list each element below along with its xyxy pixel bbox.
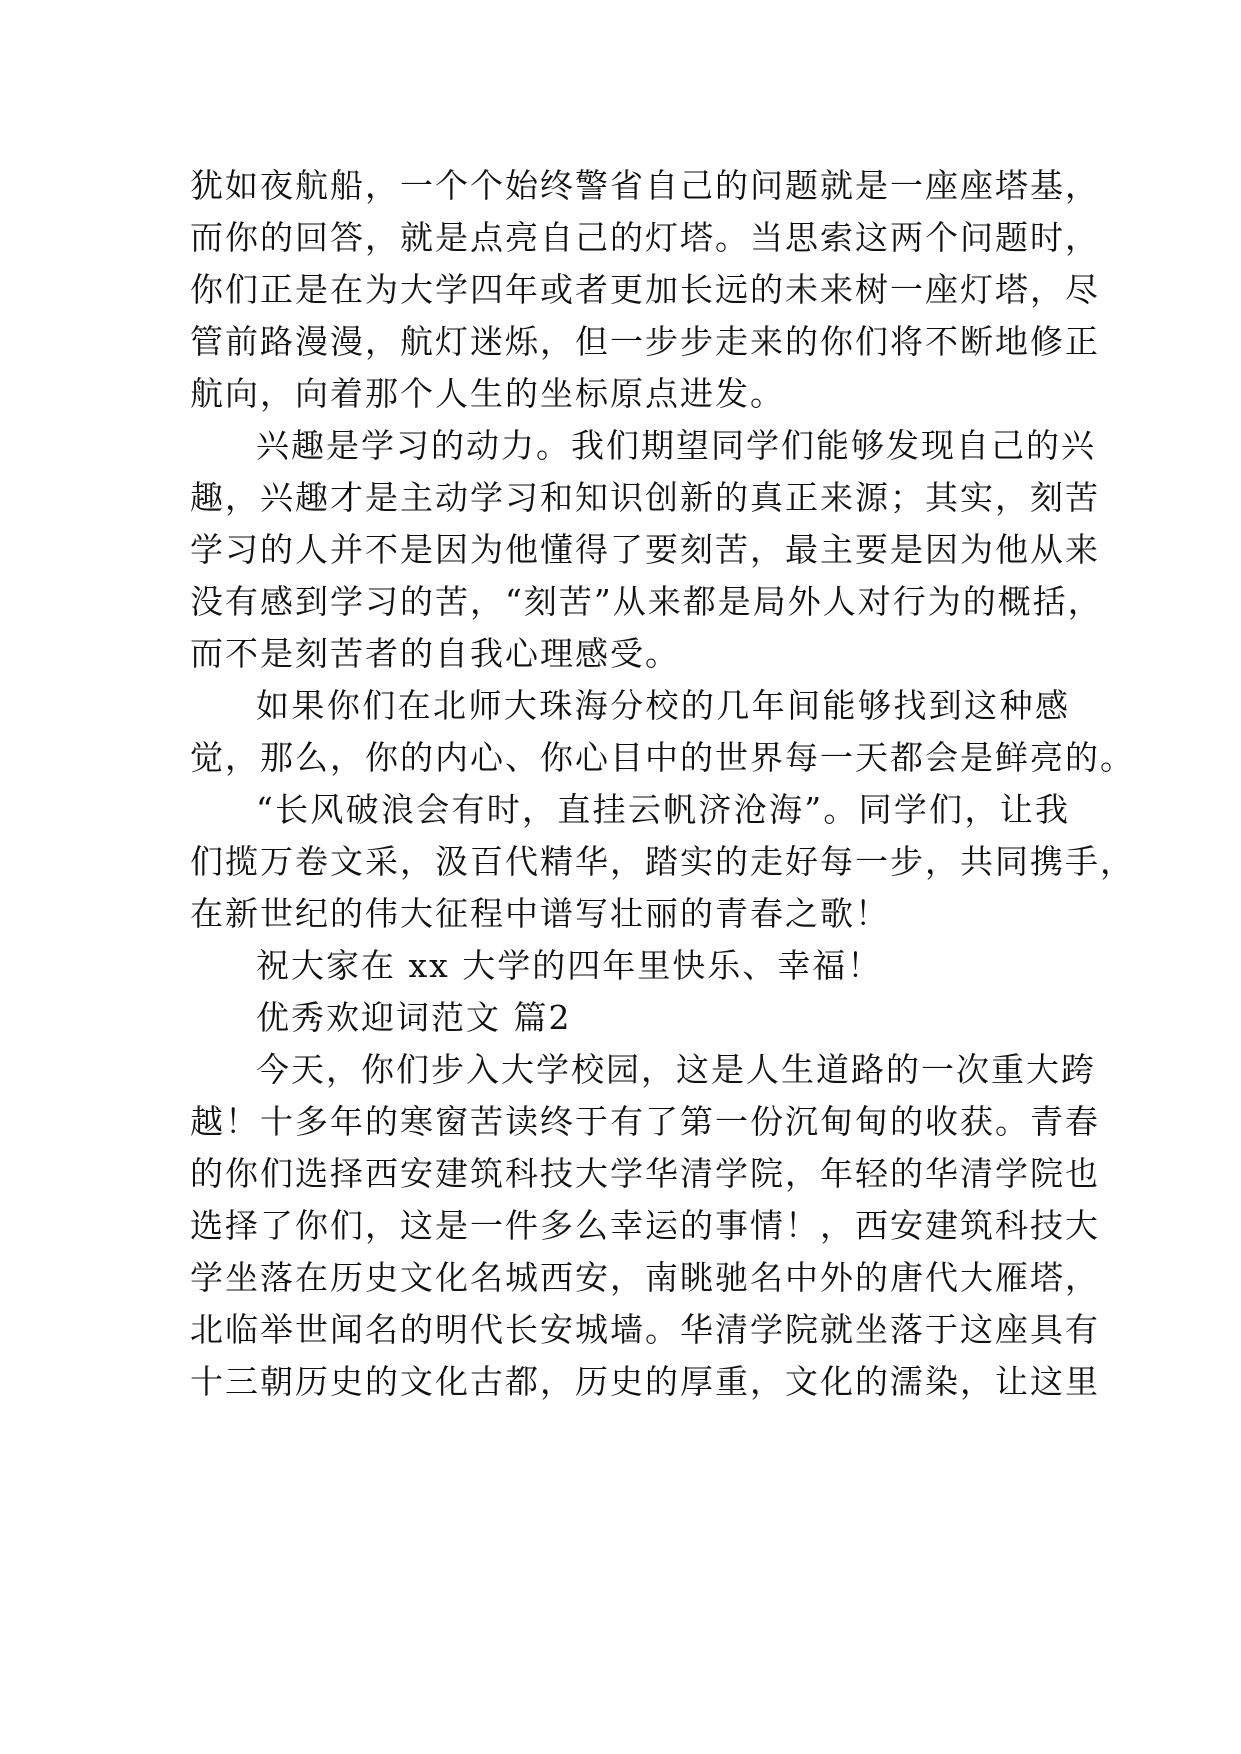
text-line: 如果你们在北师大珠海分校的几年间能够找到这种感 bbox=[256, 686, 1070, 725]
text-line: 学习的人并不是因为他懂得了要刻苦，最主要是因为他从来 bbox=[190, 530, 1100, 569]
text-line: 而你的回答，就是点亮自己的灯塔。当思索这两个问题时， bbox=[190, 218, 1100, 257]
text-line: 们揽万卷文采，汲百代精华，踏实的走好每一步，共同携手， bbox=[190, 842, 1135, 881]
paragraph-continuation bbox=[190, 160, 1100, 420]
text-line: 今天，你们步入大学校园，这是人生道路的一次重大跨 bbox=[256, 1050, 1096, 1089]
text-line: 犹如夜航船，一个个始终警省自己的问题就是一座座塔基， bbox=[190, 166, 1100, 205]
text-line: 越！十多年的寒窗苦读终于有了第一份沉甸甸的收获。青春 bbox=[190, 1102, 1100, 1141]
text-line: 管前路漫漫，航灯迷烁，但一步步走来的你们将不断地修正 bbox=[190, 322, 1100, 361]
text-line: 北临举世闻名的明代长安城墙。华清学院就坐落于这座具有 bbox=[190, 1310, 1100, 1349]
paragraph-wishes bbox=[190, 940, 1070, 992]
text-line: 学坐落在历史文化名城西安，南眺驰名中外的唐代大雁塔， bbox=[190, 1258, 1100, 1297]
text-line: 觉，那么，你的内心、你心目中的世界每一天都会是鲜亮的。 bbox=[190, 738, 1135, 777]
text-line: 趣，兴趣才是主动学习和知识创新的真正来源；其实，刻苦 bbox=[190, 478, 1100, 517]
text-line: 兴趣是学习的动力。我们期望同学们能够发现自己的兴 bbox=[256, 426, 1096, 465]
text-line: 在新世纪的伟大征程中谱写壮丽的青春之歌！ bbox=[190, 894, 890, 933]
document-body bbox=[190, 160, 1135, 1408]
paragraph-poem bbox=[190, 784, 1135, 940]
paragraph-section-two bbox=[190, 1044, 1100, 1408]
text-line: 你们正是在为大学四年或者更加长远的未来树一座灯塔，尽 bbox=[190, 270, 1100, 309]
text-line: 的你们选择西安建筑科技大学华清学院，年轻的华清学院也 bbox=[190, 1154, 1100, 1193]
text-line: 没有感到学习的苦，“刻苦”从来都是局外人对行为的概括， bbox=[190, 582, 1103, 621]
text-line: 而不是刻苦者的自我心理感受。 bbox=[190, 634, 680, 673]
text-line: 祝大家在 xx 大学的四年里快乐、幸福！ bbox=[256, 946, 883, 985]
section-heading: 优秀欢迎词范文 篇2 bbox=[256, 998, 572, 1037]
text-line: “长风破浪会有时，直挂云帆济沧海”。同学们，让我 bbox=[256, 790, 1070, 829]
text-line: 选择了你们，这是一件多么幸运的事情！，西安建筑科技大 bbox=[190, 1206, 1100, 1245]
text-line: 十三朝历史的文化古都，历史的厚重，文化的濡染，让这里 bbox=[190, 1362, 1100, 1401]
paragraph-interest bbox=[190, 420, 1103, 680]
paragraph-campus bbox=[190, 680, 1135, 784]
text-line: 航向，向着那个人生的坐标原点进发。 bbox=[190, 374, 785, 413]
